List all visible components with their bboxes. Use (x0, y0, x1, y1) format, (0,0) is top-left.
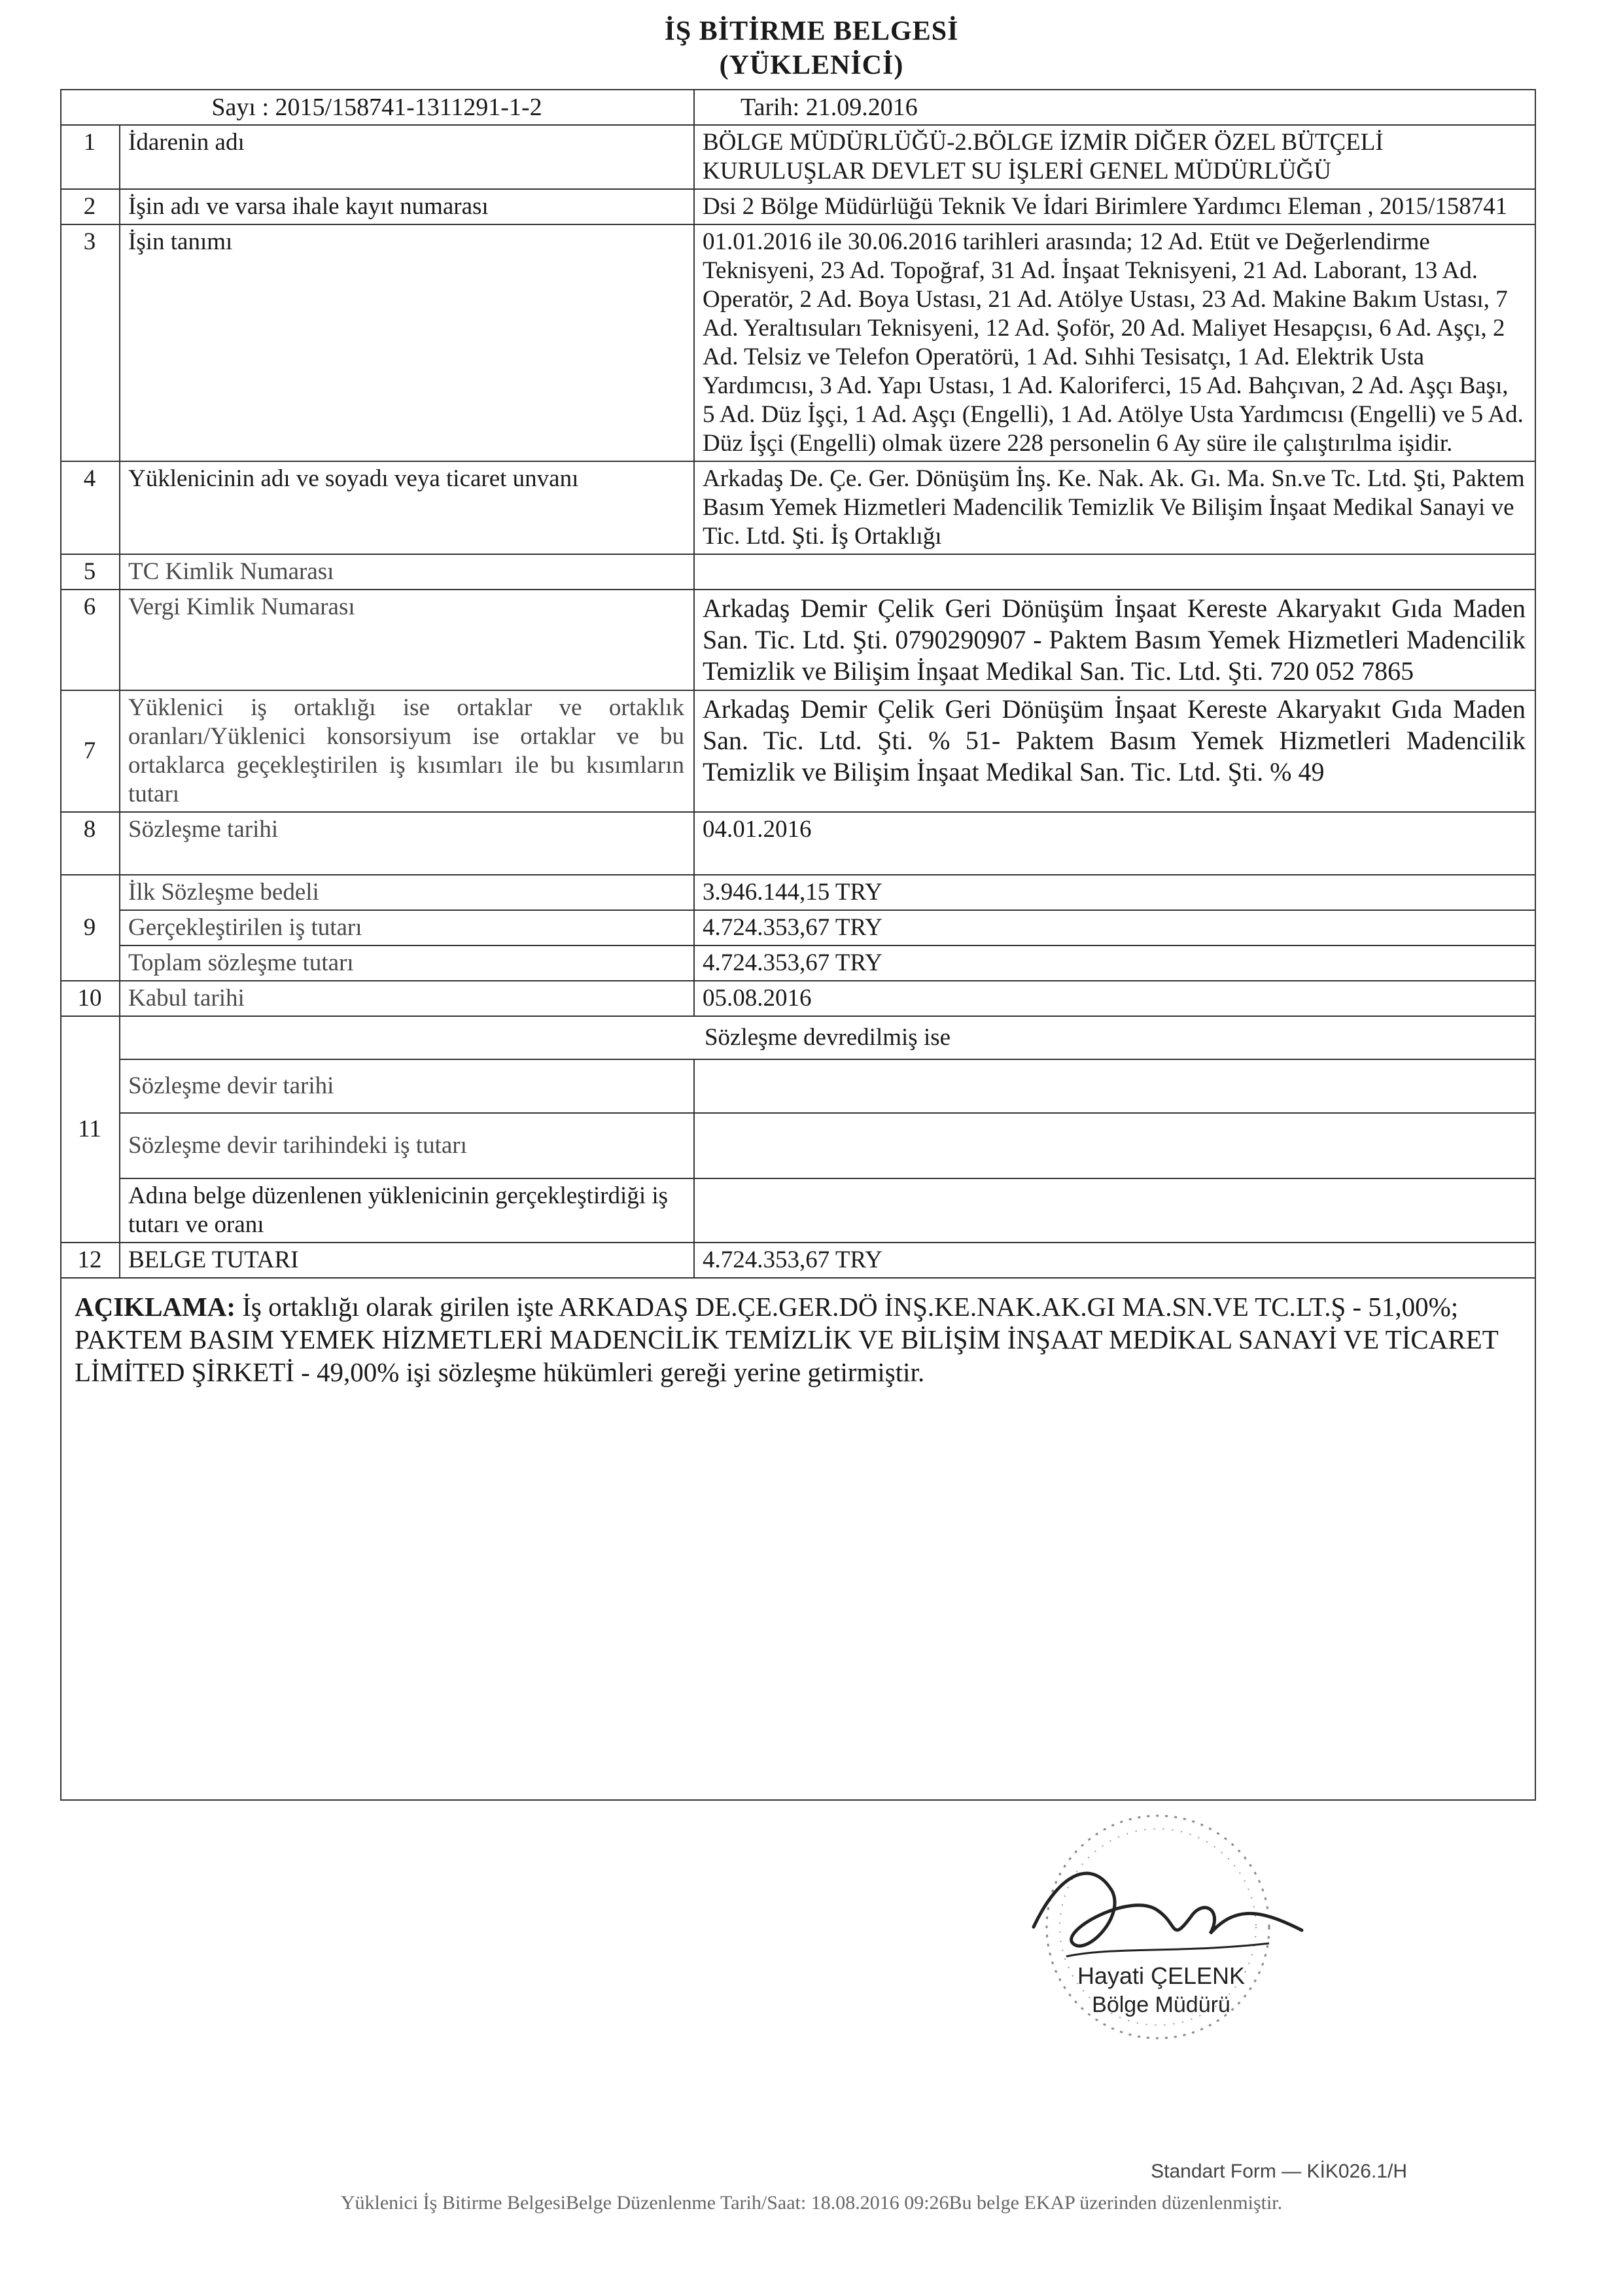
document-title (0, 14, 1623, 82)
row-value (694, 1113, 1535, 1178)
row-value: 01.01.2016 ile 30.06.2016 tarihleri arasında; 12 Ad. Etüt ve Değerlendirme Teknisyeni, 23 Ad. Topoğraf, 31 Ad. İnşaat Teknisyeni, 21 Ad. Laborant, 13 Ad. Operatör, 2 Ad. Boya Ustası, 21 Ad. Atölye Ustası, 23 Ad. Makine Bakım Ustası, 7 Ad. Yeraltısuları Teknisyeni, 12 Ad. Şoför, 20 Ad. Maliyet Hesapçısı, 6 Ad. Aşçı, 2 Ad. Telsiz ve Telefon Operatörü, 1 Ad. Sıhhi Tesisatçı, 1 Ad. Elektrik Usta Yardımcısı, 3 Ad. Yapı Ustası, 1 Ad. Kaloriferci, 15 Ad. Bahçıvan, 2 Ad. Aşçı Başı, 5 Ad. Düz İşçi, 1 Ad. Aşçı (Engelli), 1 Ad. Atölye Usta Yardımcısı (Engelli) ve 5 Ad. Düz İşçi (Engelli) olmak üzere 228 personelin 6 Ay süre ile çalıştırılma işidir. (694, 224, 1535, 461)
table-row (61, 1243, 1535, 1278)
row-number: 4 (61, 461, 120, 554)
row-label: Kabul tarihi (120, 981, 694, 1016)
row-number: 5 (61, 554, 120, 590)
row-label: TC Kimlik Numarası (120, 554, 694, 590)
signatory-title: Bölge Müdürü (1092, 1992, 1230, 2017)
table-row (61, 981, 1535, 1016)
table-row (61, 189, 1535, 224)
row-number: 8 (61, 812, 120, 875)
row-value: 05.08.2016 (694, 981, 1535, 1016)
aciklama-text: İş ortaklığı olarak girilen işte ARKADAŞ DE.ÇE.GER.DÖ İNŞ.KE.NAK.AK.GI MA.SN.VE TC.LT.Ş - 51,00%; PAKTEM BASIM YEMEK HİZMETLERİ MADENCİLİK TEMİZLİK VE BİLİŞİM İNŞAAT MEDİKAL SANAYİ VE TİCARET LİMİTED ŞİRKETİ - 49,00% işi sözleşme hükümleri gereği yerine getirmiştir. (75, 1292, 1499, 1387)
tarih-text: Tarih: 21.09.2016 (741, 94, 918, 121)
row-value: 4.724.353,67 TRY (694, 910, 1535, 945)
row-number: 12 (61, 1243, 120, 1278)
row-label: Yüklenicinin adı ve soyadı veya ticaret unvanı (120, 461, 694, 554)
row-value (694, 1059, 1535, 1113)
row-value: Dsi 2 Bölge Müdürlüğü Teknik Ve İdari Birimlere Yardımcı Eleman , 2015/158741 (694, 189, 1535, 224)
row-label: Toplam sözleşme tutarı (120, 945, 694, 981)
row-value: 04.01.2016 (694, 812, 1535, 875)
aciklama-label: AÇIKLAMA: (75, 1292, 236, 1322)
title-line-1: İŞ BİTİRME BELGESİ (664, 16, 959, 46)
header-row (61, 90, 1535, 125)
table-row (61, 690, 1535, 812)
row-value: Arkadaş Demir Çelik Geri Dönüşüm İnşaat Kereste Akaryakıt Gıda Maden San. Tic. Ltd. Şti. % 51- Paktem Basım Yemek Hizmetleri Madencilik Temizlik ve Bilişim İnşaat Medikal San. Tic. Ltd. Şti. % 49 (694, 690, 1535, 812)
table-row (61, 1016, 1535, 1059)
row-value: BÖLGE MÜDÜRLÜĞÜ-2.BÖLGE İZMİR DİĞER ÖZEL BÜTÇELİ KURULUŞLAR DEVLET SU İŞLERİ GENEL MÜDÜRLÜĞÜ (694, 125, 1535, 189)
footer-note: Yüklenici İş Bitirme BelgesiBelge Düzenlenme Tarih/Saat: 18.08.2016 09:26Bu belge EKAP üzerinden düzenlenmiştir. (340, 2192, 1283, 2214)
row-label: Sözleşme devir tarihindeki iş tutarı (120, 1113, 694, 1178)
row-label: Adına belge düzenlenen yüklenicinin gerçekleştirdiği iş tutarı ve oranı (120, 1178, 694, 1243)
form-code: Standart Form — KİK026.1/H (1151, 2161, 1407, 2182)
sayi-text: Sayı : 2015/158741-1311291-1-2 (211, 94, 542, 121)
table-row (61, 1113, 1535, 1178)
sayi-cell (61, 90, 694, 125)
row-number: 3 (61, 224, 120, 461)
table-row (61, 945, 1535, 981)
table-row (61, 590, 1535, 690)
table-row (61, 461, 1535, 554)
row-label: İlk Sözleşme bedeli (120, 875, 694, 910)
row-number: 11 (61, 1016, 120, 1243)
table-row (61, 910, 1535, 945)
title-line-2: (YÜKLENİCİ) (719, 50, 904, 80)
table-row (61, 875, 1535, 910)
table-row (61, 224, 1535, 461)
row-label: Sözleşme tarihi (120, 812, 694, 875)
certificate-table (60, 89, 1536, 1801)
tarih-cell (694, 90, 1535, 125)
table-row (61, 554, 1535, 590)
row-value: 4.724.353,67 TRY (694, 1243, 1535, 1278)
stamp-seal-icon (962, 1812, 1328, 2048)
signatory-name: Hayati ÇELENK (1077, 1962, 1246, 1989)
table-row (61, 812, 1535, 875)
row-value: 4.724.353,67 TRY (694, 945, 1535, 981)
row-number: 10 (61, 981, 120, 1016)
row-number: 6 (61, 590, 120, 690)
section-heading: Sözleşme devredilmiş ise (120, 1016, 1535, 1059)
row-label: İşin adı ve varsa ihale kayıt numarası (120, 189, 694, 224)
row-label: Sözleşme devir tarihi (120, 1059, 694, 1113)
signature-block (962, 1812, 1328, 2048)
row-value: 3.946.144,15 TRY (694, 875, 1535, 910)
row-label: Vergi Kimlik Numarası (120, 590, 694, 690)
aciklama-row (61, 1278, 1535, 1800)
row-number: 2 (61, 189, 120, 224)
row-value: Arkadaş De. Çe. Ger. Dönüşüm İnş. Ke. Nak. Ak. Gı. Ma. Sn.ve Tc. Ltd. Şti, Paktem Basım Yemek Hizmetleri Madencilik Temizlik Ve Bilişim İnşaat Medikal Sanayi ve Tic. Ltd. Şti. İş Ortaklığı (694, 461, 1535, 554)
row-label: Yüklenici iş ortaklığı ise ortaklar ve ortaklık oranları/Yüklenici konsorsiyum ise ortaklar ve bu ortaklarca geçekleştirilen iş kısımları ile bu kısımların tutarı (120, 690, 694, 812)
row-label: BELGE TUTARI (120, 1243, 694, 1278)
aciklama-cell (61, 1278, 1535, 1800)
row-number: 9 (61, 875, 120, 981)
row-value (694, 1178, 1535, 1243)
row-number: 1 (61, 125, 120, 189)
row-value (694, 554, 1535, 590)
table-row (61, 125, 1535, 189)
row-label: İşin tanımı (120, 224, 694, 461)
table-row (61, 1178, 1535, 1243)
row-label: Gerçekleştirilen iş tutarı (120, 910, 694, 945)
row-label: İdarenin adı (120, 125, 694, 189)
table-row (61, 1059, 1535, 1113)
row-value: Arkadaş Demir Çelik Geri Dönüşüm İnşaat Kereste Akaryakıt Gıda Maden San. Tic. Ltd. Şti. 0790290907 - Paktem Basım Yemek Hizmetleri Madencilik Temizlik ve Bilişim İnşaat Medikal San. Tic. Ltd. Şti. 720 052 7865 (694, 590, 1535, 690)
row-number: 7 (61, 690, 120, 812)
